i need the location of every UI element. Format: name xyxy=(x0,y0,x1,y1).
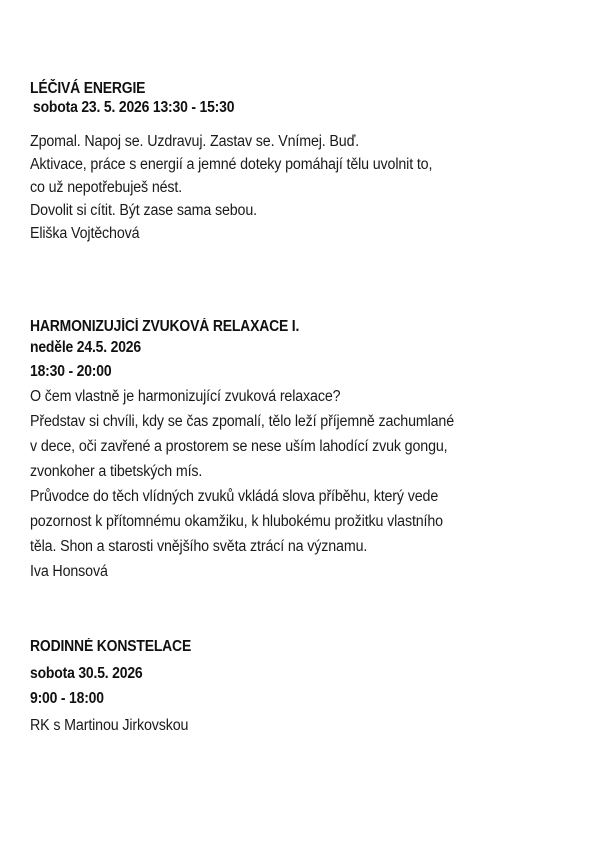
description-line: Průvodce do těch vlídných zvuků vkládá slova příběhu, který vede xyxy=(30,488,439,505)
description-line: v dece, oči zavřené a prostorem se nese uším lahodící zvuk gongu, xyxy=(30,438,448,455)
event-date: sobota 30.5. 2026 xyxy=(30,665,143,682)
event-lecive-energie xyxy=(30,79,575,245)
description-line: pozornost k přítomnému okamžiku, k hlubokému prožitku vlastního xyxy=(30,513,443,530)
description-line: zvonkoher a tibetských mís. xyxy=(30,463,203,480)
event-description xyxy=(30,384,575,584)
event-date: neděle 24.5. 2026 xyxy=(30,339,141,356)
description-line: Zpomal. Napoj se. Uzdravuj. Zastav se. Vnímej. Buď. xyxy=(30,133,360,150)
event-description xyxy=(30,714,575,737)
description-line: co už nepotřebuješ nést. xyxy=(30,179,183,196)
event-zvukova-relaxace xyxy=(30,317,575,584)
description-line: Aktivace, práce s energií a jemné doteky pomáhají tělu uvolnit to, xyxy=(30,156,433,173)
event-description xyxy=(30,130,575,245)
event-rodinne-konstelace xyxy=(30,636,575,737)
description-line: Dovolit si cítit. Být zase sama sebou. xyxy=(30,202,257,219)
event-host: Eliška Vojtěchová xyxy=(30,225,140,242)
description-line: O čem vlastně je harmonizující zvuková relaxace? xyxy=(30,388,341,405)
event-time: 9:00 - 18:00 xyxy=(30,690,104,707)
description-line: Představ si chvíli, kdy se čas zpomalí, tělo leží příjemně zachumlané xyxy=(30,413,455,430)
event-host: Iva Honsová xyxy=(30,563,108,580)
event-title: HARMONIZUJÍCÍ ZVUKOVÁ RELAXACE I. xyxy=(30,318,300,335)
event-title: LÉČIVÁ ENERGIE xyxy=(30,80,146,97)
event-title: RODINNÉ KONSTELACE xyxy=(30,638,192,655)
event-host: RK s Martinou Jirkovskou xyxy=(30,717,189,734)
description-line: těla. Shon a starosti vnějšího světa ztrácí na významu. xyxy=(30,538,368,555)
event-time: 18:30 - 20:00 xyxy=(30,363,112,380)
event-date: sobota 23. 5. 2026 13:30 - 15:30 xyxy=(33,99,235,116)
